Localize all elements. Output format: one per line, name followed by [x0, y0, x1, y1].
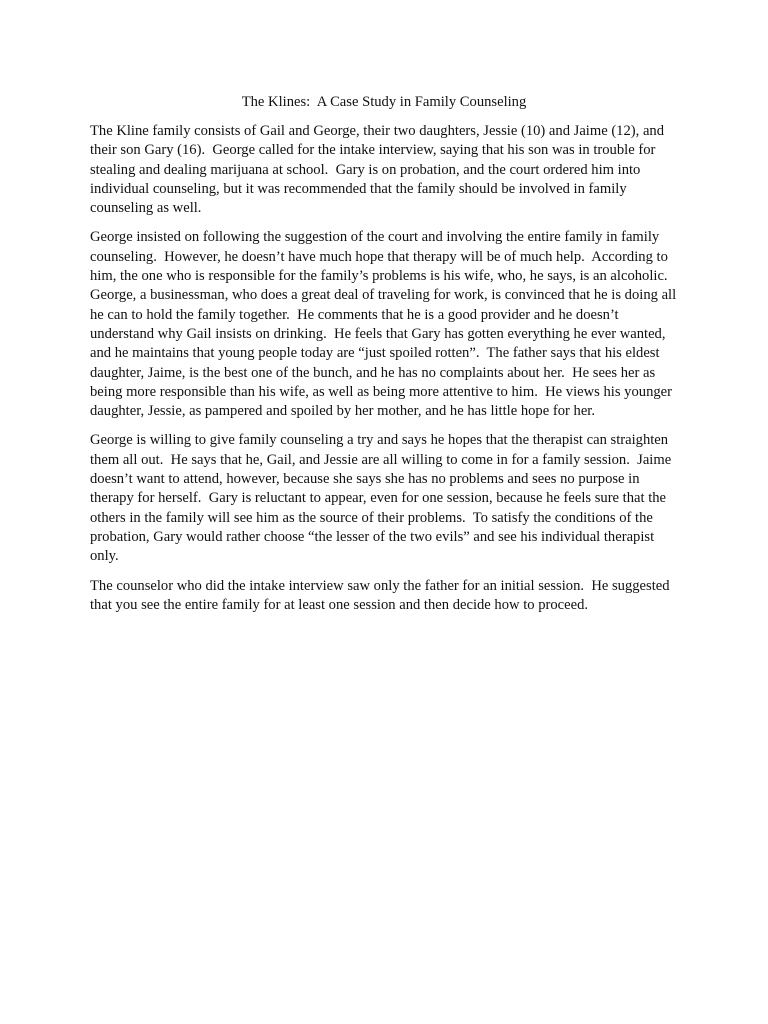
document-body	[90, 122, 682, 625]
document-title: The Klines: A Case Study in Family Counseling	[241, 94, 527, 110]
paragraph-george-view: George insisted on following the suggestion of the court and involving the entire family in family counseling. However, he doesn’t have much hope that therapy will be of much help. According to him, the one who is responsible for the family’s problems is his wife, who, he says, is an alcoholic. George, a businessman, who does a great deal of traveling for work, is convinced that he is doing all he can to hold the family together. He comments that he is a good provider and he doesn’t understand why Gail insists on drinking. He feels that Gary has gotten everything he ever wanted, and he maintains that young people today are “just spoiled rotten”. The father says that his eldest daughter, Jaime, is the best one of the bunch, and he has no complaints about her. He sees her as being more responsible than his wife, as well as being more attentive to him. He views his younger daughter, Jessie, as pampered and spoiled by her mother, and he has little hope for her.	[90, 229, 680, 420]
paragraph-attendance: George is willing to give family counseling a try and says he hopes that the therapist can straighten them all out. He says that he, Gail, and Jessie are all willing to come in for a family session. Jaime doesn’t want to attend, however, because she says she has no problems and sees no purpose in therapy for herself. Gary is reluctant to appear, even for one session, because he feels sure that the others in the family will see him as the source of their problems. To satisfy the conditions of the probation, Gary would rather choose “the lesser of the two evils” and see his individual therapist only.	[90, 432, 675, 565]
paragraph-next-steps: The counselor who did the intake interview saw only the father for an initial session. He suggested that you see the entire family for at least one session and then decide how to proceed.	[90, 577, 674, 613]
paragraph-intro: The Kline family consists of Gail and George, their two daughters, Jessie (10) and Jaime (12), and their son Gary (16). George called for the intake interview, saying that his son was in trouble for stealing and dealing marijuana at school. Gary is on probation, and the court ordered him into individual counseling, but it was recommended that the family should be involved in family counseling as well.	[90, 123, 668, 217]
